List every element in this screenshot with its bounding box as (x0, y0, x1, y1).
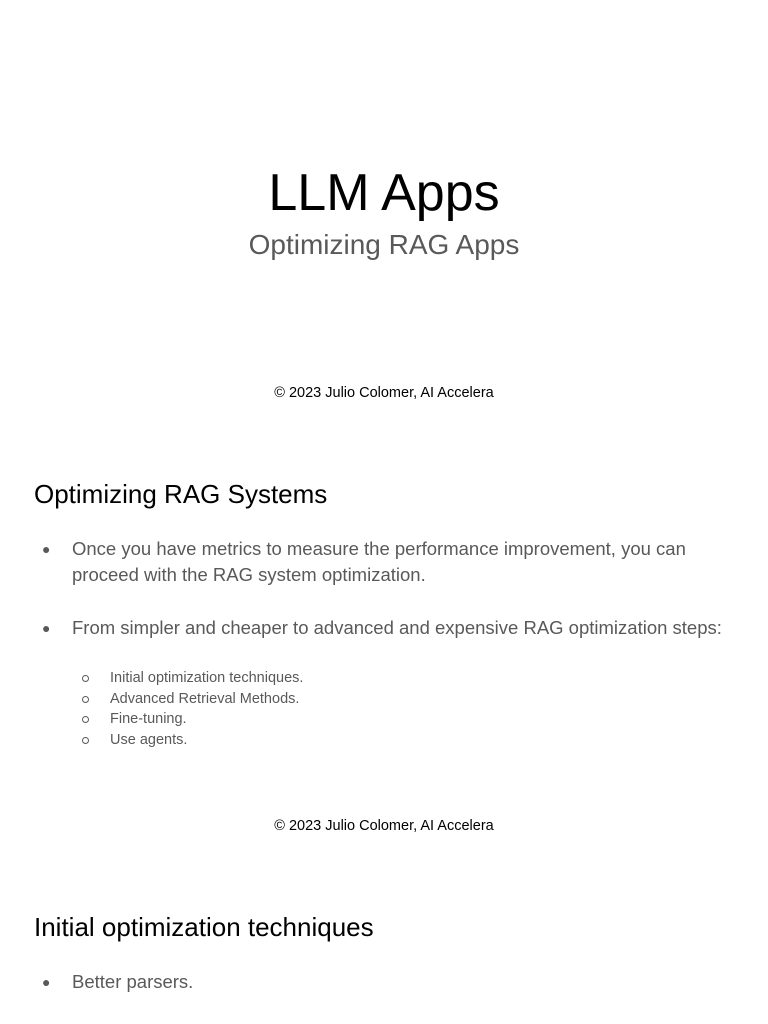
bullet-item (42, 615, 732, 641)
slide-subtitle: Optimizing RAG Apps (248, 229, 520, 260)
slide-title: LLM Apps (268, 164, 500, 222)
sub-bullet-text: Initial optimization techniques. (110, 670, 304, 686)
sub-bullet-item (82, 709, 682, 730)
bullet-text: Once you have metrics to measure the performance improvement, you can proceed with the RAG system optimization. (72, 538, 686, 585)
slide2-copyright: © 2023 Julio Colomer, AI Accelera (274, 818, 494, 834)
slide2-heading: Optimizing RAG Systems (34, 479, 328, 509)
sub-bullet-item (82, 730, 682, 751)
bullet-dot-icon: ● (42, 541, 51, 557)
hollow-circle-icon (82, 675, 89, 682)
sub-bullet-text: Advanced Retrieval Methods. (110, 690, 300, 707)
hollow-circle-icon (82, 716, 89, 723)
bullet-item (42, 536, 732, 588)
bullet-dot-icon: ● (42, 620, 51, 636)
sub-bullet-text: Fine-tuning. (110, 711, 187, 727)
hollow-circle-icon (82, 696, 89, 703)
slide3-heading: Initial optimization techniques (34, 912, 374, 942)
slide1-copyright: © 2023 Julio Colomer, AI Accelera (274, 385, 494, 401)
sub-bullet-item (82, 689, 682, 710)
bullet-text: Better parsers. (72, 971, 194, 992)
hollow-circle-icon (82, 737, 89, 744)
bullet-dot-icon: ● (42, 974, 51, 990)
bullet-item (42, 969, 732, 995)
sub-bullet-text: Use agents. (110, 731, 188, 748)
sub-bullet-item (82, 668, 682, 689)
sub-bullet-list (82, 668, 682, 750)
bullet-text: From simpler and cheaper to advanced and expensive RAG optimization steps: (72, 617, 722, 638)
